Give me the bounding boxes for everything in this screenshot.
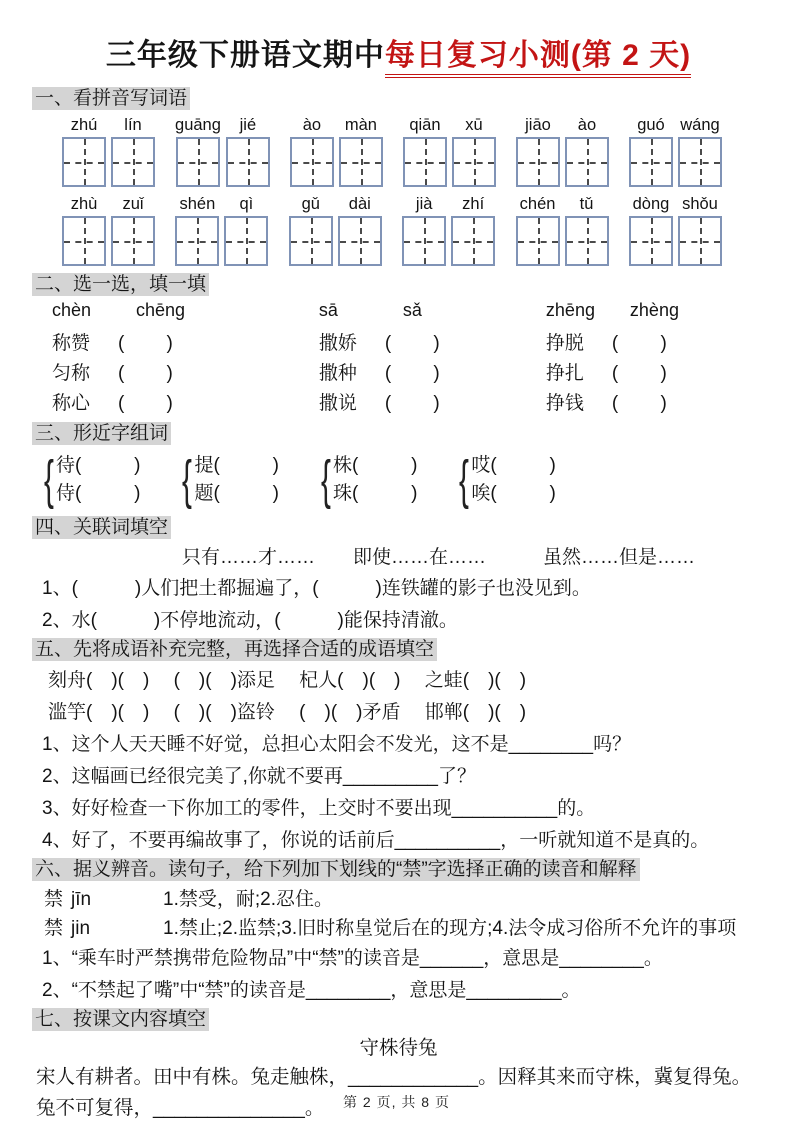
section-pinyin-words bbox=[32, 86, 765, 266]
answer-blank: ( ) bbox=[75, 483, 141, 504]
choose-fill-columns bbox=[32, 300, 765, 419]
pinyin-syllable: shǒu bbox=[682, 195, 718, 213]
pinyin: jīn bbox=[71, 889, 92, 910]
fill-sentence: 1、“乘车时严禁携带危险物品”中“禁”的读音是______，意思是________。 bbox=[42, 948, 663, 969]
similar-char-groups bbox=[32, 449, 765, 511]
pinyin-syllable: xū bbox=[465, 116, 483, 134]
word: 称赞 bbox=[52, 333, 91, 354]
choose-item bbox=[546, 329, 765, 359]
word-pair bbox=[402, 193, 495, 266]
brace-icon: { bbox=[459, 450, 470, 510]
title-red-part: 每日复习小测(第 2 天) bbox=[385, 39, 691, 78]
brace-icon: { bbox=[320, 450, 331, 510]
writing-box bbox=[226, 137, 270, 187]
writing-box bbox=[678, 216, 722, 266]
word: 挣钱 bbox=[545, 393, 584, 414]
section5-heading: 五、先将成语补充完整，再选择合适的成语填空 bbox=[32, 638, 437, 661]
character: 提 bbox=[194, 455, 214, 476]
choose-item bbox=[319, 359, 546, 389]
writing-box bbox=[452, 137, 496, 187]
section3-heading-row bbox=[32, 421, 765, 446]
writing-box bbox=[402, 216, 446, 266]
pinyin-syllable: gǔ bbox=[301, 195, 320, 213]
pinyin-syllable: wáng bbox=[680, 116, 720, 134]
section-similar-characters bbox=[32, 421, 765, 511]
choose-item bbox=[546, 389, 765, 419]
pinyin-syllable: chén bbox=[519, 195, 556, 213]
section7-heading-row bbox=[32, 1007, 765, 1032]
section6-heading-row bbox=[32, 857, 765, 882]
choose-item bbox=[52, 359, 319, 389]
section7-heading: 七、按课文内容填空 bbox=[32, 1008, 209, 1031]
writing-box bbox=[290, 137, 334, 187]
pinyin-syllable: dài bbox=[348, 195, 371, 213]
fill-sentence: 2、水( )不停地流动，( )能保持清澈。 bbox=[42, 610, 458, 631]
section-pronunciation bbox=[32, 857, 765, 1007]
char-line bbox=[471, 480, 555, 508]
char-line bbox=[333, 480, 417, 508]
page-title bbox=[32, 30, 765, 74]
fill-sentence: 1、( )人们把土都掘遍了，( )连铁罐的影子也没见到。 bbox=[42, 578, 591, 599]
definition-row bbox=[32, 885, 765, 914]
pinyin-option: sǎ bbox=[402, 300, 422, 320]
section1-heading-row bbox=[32, 86, 765, 111]
answer-blank: ( ) bbox=[490, 455, 556, 476]
pinyin-syllable: ào bbox=[302, 116, 322, 134]
word-pair bbox=[175, 193, 268, 266]
section3-heading: 三、形近字组词 bbox=[32, 422, 171, 445]
word-pair bbox=[290, 114, 383, 187]
word: 称心 bbox=[52, 393, 91, 414]
word-pair bbox=[62, 193, 155, 266]
choose-item bbox=[52, 389, 319, 419]
word-pair bbox=[403, 114, 496, 187]
answer-blank: ( ) bbox=[351, 483, 418, 504]
word-pair bbox=[175, 114, 270, 187]
section4-heading: 四、关联词填空 bbox=[32, 516, 171, 539]
pinyin-syllable: zhù bbox=[70, 195, 98, 213]
word: 匀称 bbox=[52, 363, 91, 384]
section-idioms bbox=[32, 637, 765, 857]
pinyin-syllable: tǔ bbox=[579, 195, 594, 213]
definition-text: 1.禁受，耐;2.忍住。 bbox=[163, 889, 333, 910]
answer-blank: ( ) bbox=[351, 455, 418, 476]
answer-blank: ( ) bbox=[75, 455, 141, 476]
answer-blank: ( ) bbox=[118, 333, 173, 354]
writing-box bbox=[289, 216, 333, 266]
writing-box bbox=[176, 137, 220, 187]
pinyin-syllable: dòng bbox=[632, 195, 670, 213]
pinyin-syllable: ào bbox=[577, 116, 597, 134]
pinyin-syllable: zuǐ bbox=[122, 195, 144, 213]
word-pair bbox=[629, 193, 722, 266]
character: 禁 bbox=[44, 918, 64, 939]
section5-heading-row bbox=[32, 637, 765, 662]
pinyin-option: chēng bbox=[136, 300, 186, 320]
word: 挣扎 bbox=[545, 363, 584, 384]
writing-box bbox=[224, 216, 268, 266]
writing-box bbox=[111, 137, 155, 187]
char-line bbox=[333, 452, 417, 480]
answer-blank: ( ) bbox=[611, 333, 667, 354]
writing-box bbox=[565, 137, 609, 187]
pinyin-option: chèn bbox=[52, 300, 92, 320]
char-line bbox=[194, 480, 278, 508]
pinyin-syllable: shén bbox=[179, 195, 216, 213]
writing-box bbox=[678, 137, 722, 187]
pinyin-syllable: jià bbox=[415, 195, 433, 213]
fill-sentence: 2、“不禁起了嘴”中“禁”的读音是________，意思是_________。 bbox=[42, 980, 581, 1001]
definition-row bbox=[32, 914, 765, 943]
choose-item bbox=[319, 329, 546, 359]
pinyin-syllable: qì bbox=[239, 195, 254, 213]
fill-sentence: 3、好好检查一下你加工的零件，上交时不要出现__________的。 bbox=[42, 798, 596, 819]
pinyin-syllable: lín bbox=[124, 116, 142, 134]
section6-heading: 六、据义辨音。读句子，给下列加下划线的“禁”字选择正确的读音和解释 bbox=[32, 858, 640, 881]
fill-sentence: 1、这个人天天睡不好觉，总担心太阳会不发光，这不是________吗？ bbox=[42, 734, 632, 755]
idiom-row: 滥竽( )( ) ( )( )盗铃 ( )( )矛盾 邯郸( )( ) bbox=[48, 702, 527, 723]
word-pair bbox=[516, 114, 609, 187]
writing-box bbox=[629, 216, 673, 266]
pinyin-options bbox=[546, 300, 765, 329]
pinyin: jin bbox=[71, 918, 91, 939]
writing-box bbox=[175, 216, 219, 266]
char-line bbox=[471, 452, 555, 480]
writing-box bbox=[62, 216, 106, 266]
section4-heading-row bbox=[32, 515, 765, 540]
writing-box bbox=[565, 216, 609, 266]
passage-text: 宋人有耕者。田中有株。兔走触株，____________。因释其来而守株，冀复得兔。兔不可复得，______________。 bbox=[36, 1066, 752, 1119]
section1-heading: 一、看拼音写词语 bbox=[32, 87, 190, 110]
choose-column bbox=[52, 300, 319, 419]
conjunction-options: 只有……才…… 即使……在…… 虽然……但是…… bbox=[182, 547, 696, 568]
choose-item bbox=[319, 389, 546, 419]
choose-item bbox=[546, 359, 765, 389]
pinyin-option: zhēng bbox=[545, 300, 595, 320]
character: 株 bbox=[332, 455, 352, 476]
word: 撒种 bbox=[318, 363, 357, 384]
character: 哎 bbox=[471, 455, 491, 476]
writing-box bbox=[629, 137, 673, 187]
word: 撒说 bbox=[318, 393, 357, 414]
pinyin-syllable: guāng bbox=[175, 116, 221, 134]
character: 唉 bbox=[471, 483, 491, 504]
section2-heading-row bbox=[32, 272, 765, 297]
fill-sentence: 2、这幅画已经很完美了,你就不要再_________了？ bbox=[42, 766, 476, 787]
char-line bbox=[194, 452, 278, 480]
page-number: 第 2 页, 共 8 页 bbox=[343, 1094, 450, 1110]
char-line bbox=[56, 452, 140, 480]
title-black-part: 三年级下册语文期中 bbox=[105, 39, 385, 72]
character: 待 bbox=[56, 455, 76, 476]
pinyin-syllable: jié bbox=[239, 116, 257, 134]
char-pair-group bbox=[178, 449, 278, 511]
pinyin-syllable: zhú bbox=[70, 116, 98, 134]
idiom-row: 刻舟( )( ) ( )( )添足 杞人( )( ) 之蛙( )( ) bbox=[48, 670, 527, 691]
word-pair bbox=[629, 114, 722, 187]
writing-box bbox=[451, 216, 495, 266]
character: 禁 bbox=[44, 889, 64, 910]
char-pair-group bbox=[455, 449, 555, 511]
section-choose-fill bbox=[32, 272, 765, 419]
pinyin-syllable: jiāo bbox=[525, 116, 551, 134]
answer-blank: ( ) bbox=[213, 455, 279, 476]
pinyin-row-1 bbox=[62, 114, 722, 187]
fill-sentence: 4、好了，不要再编故事了，你说的话前后__________，一听就知道不是真的。 bbox=[42, 830, 710, 851]
answer-blank: ( ) bbox=[384, 393, 440, 414]
pinyin-option: zhèng bbox=[629, 300, 679, 320]
pinyin-syllable: qiān bbox=[409, 116, 441, 134]
writing-box bbox=[111, 216, 155, 266]
section2-heading: 二、选一选，填一填 bbox=[32, 273, 209, 296]
char-pair-group bbox=[40, 449, 140, 511]
word-pair bbox=[289, 193, 382, 266]
writing-box bbox=[62, 137, 106, 187]
answer-blank: ( ) bbox=[611, 363, 667, 384]
choose-item bbox=[52, 329, 319, 359]
pinyin-options bbox=[319, 300, 546, 329]
passage-title: 守株待兔 bbox=[359, 1037, 438, 1059]
answer-blank: ( ) bbox=[118, 393, 173, 414]
char-pair-group bbox=[317, 449, 417, 511]
character: 题 bbox=[194, 483, 214, 504]
character: 珠 bbox=[332, 483, 352, 504]
pinyin-options bbox=[52, 300, 319, 329]
pinyin-syllable: zhí bbox=[462, 195, 485, 213]
answer-blank: ( ) bbox=[611, 393, 667, 414]
word-pair bbox=[516, 193, 609, 266]
answer-blank: ( ) bbox=[213, 483, 279, 504]
character: 侍 bbox=[56, 483, 76, 504]
choose-column bbox=[546, 300, 765, 419]
answer-blank: ( ) bbox=[490, 483, 556, 504]
writing-box bbox=[516, 137, 560, 187]
writing-box bbox=[339, 137, 383, 187]
brace-icon: { bbox=[182, 450, 193, 510]
brace-icon: { bbox=[44, 450, 54, 510]
word: 挣脱 bbox=[545, 333, 584, 354]
answer-blank: ( ) bbox=[384, 333, 440, 354]
answer-blank: ( ) bbox=[118, 363, 173, 384]
writing-box bbox=[516, 216, 560, 266]
word-pair bbox=[62, 114, 155, 187]
pinyin-syllable: guó bbox=[637, 116, 665, 134]
pinyin-syllable: màn bbox=[344, 116, 377, 134]
writing-box bbox=[338, 216, 382, 266]
pinyin-option: sā bbox=[318, 300, 338, 320]
choose-column bbox=[319, 300, 546, 419]
answer-blank: ( ) bbox=[384, 363, 440, 384]
char-line bbox=[56, 480, 140, 508]
writing-box bbox=[403, 137, 447, 187]
word: 撒娇 bbox=[318, 333, 357, 354]
definition-text: 1.禁止;2.监禁;3.旧时称皇觉后在的现方;4.法令成习俗所不允许的事项 bbox=[163, 918, 737, 939]
pinyin-row-2 bbox=[62, 193, 722, 266]
section-conjunctions bbox=[32, 515, 765, 637]
